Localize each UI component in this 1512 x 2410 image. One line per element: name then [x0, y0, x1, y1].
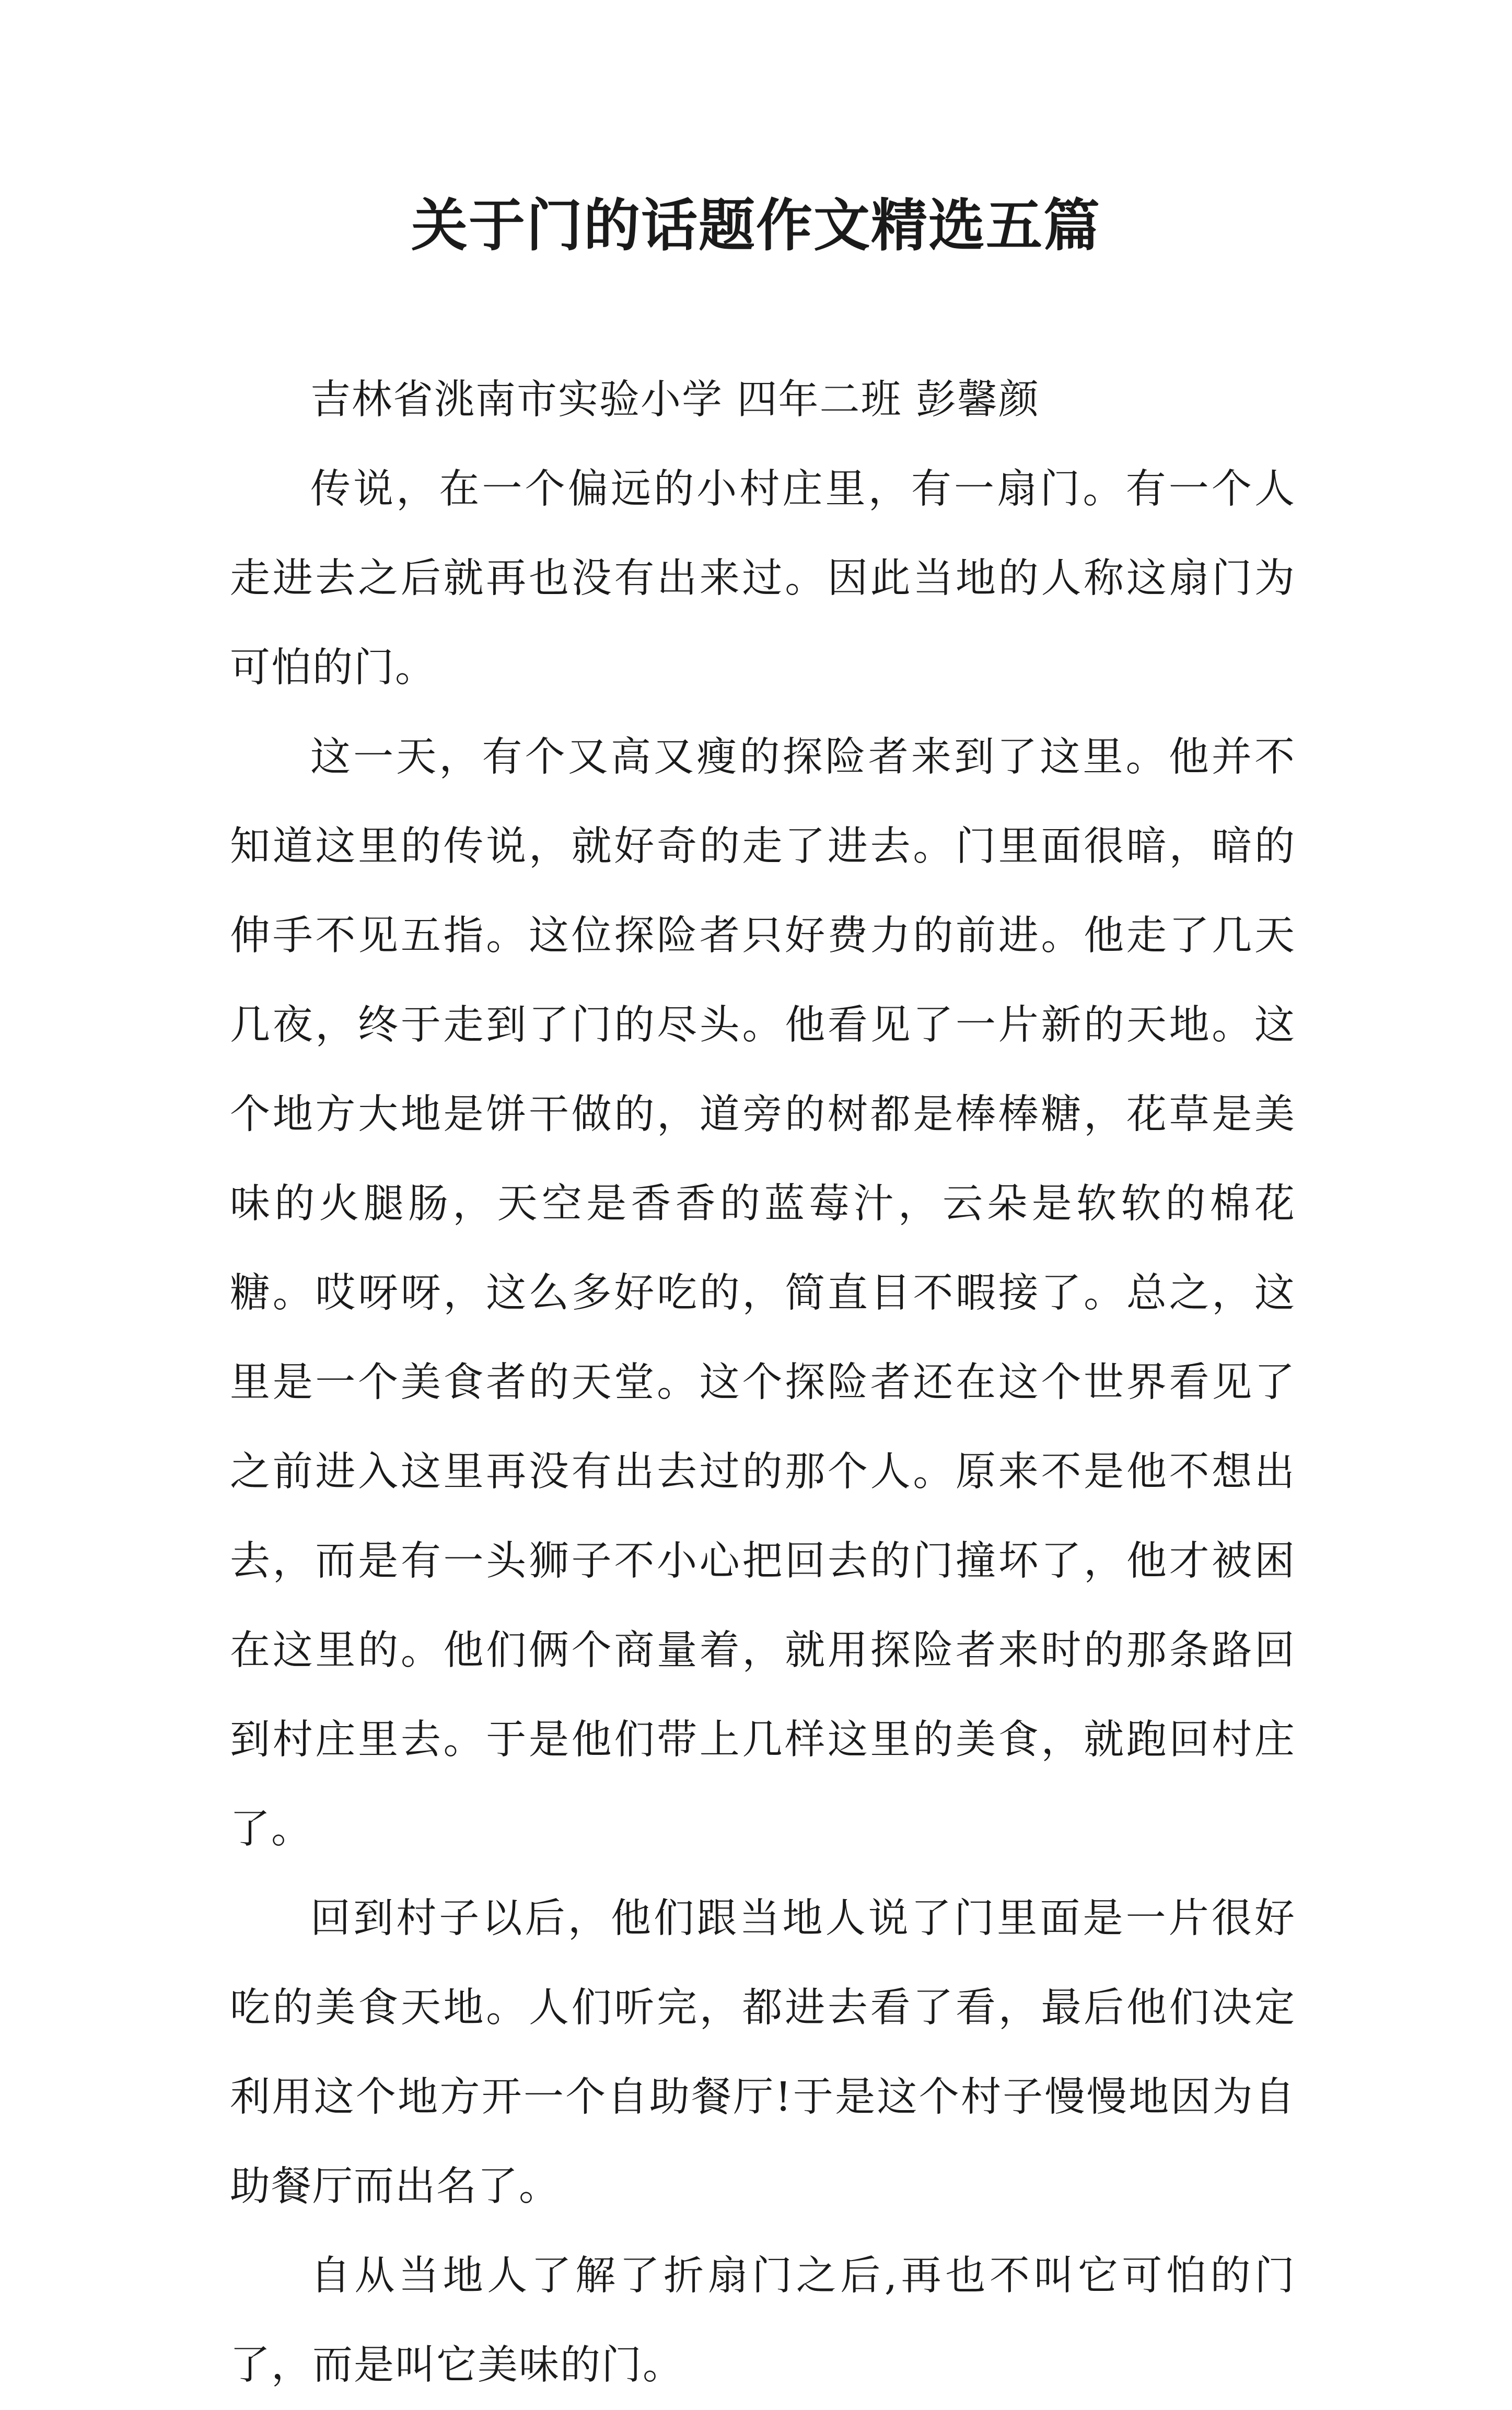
- author-line: 吉林省洮南市实验小学 四年二班 彭馨颜: [310, 377, 1040, 423]
- paragraph-4: 自从当地人了解了折扇门之后,再也不叫它可怕的门了，而是叫它美味的门。: [230, 2253, 1296, 2389]
- paragraph-1: 传说，在一个偏远的小村庄里，有一扇门。有一个人走进去之后就再也没有出来过。因此当地的人称这扇门为可怕的门。: [230, 466, 1296, 691]
- paragraph-2: 这一天，有个又高又瘦的探险者来到了这里。他并不知道这里的传说，就好奇的走了进去。门里面很暗，暗的伸手不见五指。这位探险者只好费力的前进。他走了几天几夜，终于走到了门的尽头。他看见了一片新的天地。这个地方大地是饼干做的，道旁的树都是棒棒糖，花草是美味的火腿肠，天空是香香的蓝莓汁，云朵是软软的棉花糖。哎呀呀，这么多好吃的，简直目不暇接了。总之，这里是一个美食者的天堂。这个探险者还在这个世界看见了之前进入这里再没有出去过的那个人。原来不是他不想出去，而是有一头狮子不小心把回去的门撞坏了，他才被困在这里的。他们俩个商量着，就用探险者来时的那条路回到村庄里去。于是他们带上几样这里的美食，就跑回村庄了。: [230, 734, 1296, 1853]
- document-body: [230, 355, 1296, 2410]
- paragraph-3: 回到村子以后，他们跟当地人说了门里面是一片很好吃的美食天地。人们听完，都进去看了看，最后他们决定利用这个地方开一个自助餐厅!于是这个村子慢慢地因为自助餐厅而出名了。: [230, 1895, 1296, 2210]
- document-title: 关于门的话题作文精选五篇: [411, 193, 1101, 259]
